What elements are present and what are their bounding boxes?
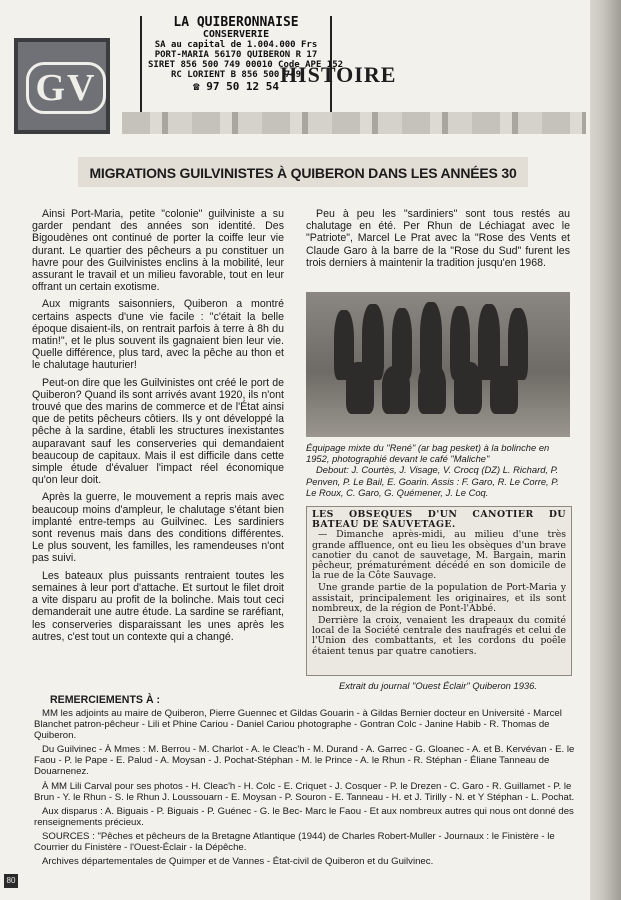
- paragraph: Ainsi Port-Maria, petite "colonie" guilviniste a su garder pendant des années son identité. Des Bigoudènes ont continué de porter la coiffe leur vie durant. Le quartier des pêcheurs a pu constituer un havre pour des Guilvinistes enclins à la mobilité, leur assurant le travail et un milieu favorable, tout en leur offrant un certain exotisme.: [32, 208, 284, 294]
- thanks-paragraph: Archives départementales de Quimper et de Vannes - État-civil de Quiberon et du Guilvinec.: [42, 856, 434, 868]
- photo-caption: [306, 442, 570, 498]
- thanks-section: [34, 708, 584, 870]
- stamp-line: ☎ 97 50 12 54: [192, 80, 280, 93]
- paragraph: Peu à peu les "sardiniers" sont tous restés au chalutage en été. Per Rhun de Léchiagat avec le "Patriote", Marcel Le Prat avec la "Rose des Vents et Claude Garo à la barre de la "Rose du Sud" furent les trois derniers à maintenir la tradition jusqu'en 1968.: [306, 208, 570, 269]
- paragraph: Après la guerre, le mouvement a repris mais avec beaucoup moins d'ampleur, le chalutage s'étant bien implanté entre-temps au Guilvinec. Les sardiniers sont revenus mais dans des conditions différentes. Le plus souvent, les familles, les ramendeuses n'ont pas suivi.: [32, 491, 284, 565]
- crew-photo: [306, 292, 570, 437]
- page-number: 80: [4, 874, 18, 888]
- newspaper-clipping: [306, 506, 572, 676]
- photo-caption-names: Debout: J. Courtès, J. Visage, V. Crocq (DZ) L. Richard, P. Penven, P. Le Bail, E. Goarin. Assis : F. Garo, R. Le Corre, P. Le Roux, C. Garo, G. Quémener, J. Le Coq.: [306, 464, 559, 498]
- right-column: [306, 208, 570, 274]
- header-photo-strip: [122, 112, 586, 134]
- clipping-caption: Extrait du journal "Ouest Éclair" Quiberon 1936.: [339, 680, 537, 691]
- thanks-paragraph: MM les adjoints au maire de Quiberon, Pierre Guennec et Gildas Gouarin - à Gildas Bernier docteur en Université - Marcel Blanchet patron-pêcheur - Lili et Phine Cariou - Daniel Cariou photographe - Gontran Colc - Janine Habib - R. Thomas de Quiberon.: [34, 708, 562, 742]
- stamp-line: PORT-MARIA 56170 QUIBERON R 17: [154, 50, 318, 60]
- stamp-line: RC LORIENT B 856 500 749: [170, 70, 302, 80]
- paragraph: Peut-on dire que les Guilvinistes ont créé le port de Quiberon? Quand ils sont arrivés avant 1920, ils n'ont trouvé que des marins de commerce et de l'État ainsi que de petits pêcheurs côtiers. Ils y ont développé la pêche à la sardine, établi les structures inexistantes auparavant sauf les conserveries qui demandaient beaucoup de capitaux. Mais il est difficile dans cette simple étude d'évaluer l'impact réel économique qu'on leur doit.: [32, 376, 284, 487]
- stamp-line: SA au capital de 1.004.000 Frs: [154, 40, 318, 50]
- stamp-line: SIRET 856 500 749 00010 Code APE 152: [148, 60, 344, 70]
- thanks-heading: REMERCIEMENTS À :: [50, 694, 161, 706]
- paragraph: Les bateaux plus puissants rentraient toutes les semaines à leur port d'attache. Et surtout le filet droit a vite disparu au profit de la bolinche. Mais tout ceci demanderait une autre étude. La sardine se raréfiant, les conserveries disparaissant les unes après les autres, c'est tout un contexte qui a changé.: [32, 569, 284, 643]
- left-column: [32, 208, 284, 648]
- section-label: HISTOIRE: [280, 62, 397, 87]
- thanks-paragraph: SOURCES : "Pêches et pêcheurs de la Bretagne Atlantique (1944) de Charles Robert-Muller - Journaux : le Finistère - le Courrier du Finistère - l'Ouest-Éclair - la Dépêche.: [34, 830, 555, 854]
- thanks-paragraph: À MM Lili Carval pour ses photos - H. Cleac'h - H. Colc - E. Criquet - J. Cosquer - P. le Drezen - C. Garo - R. Guillamet - P. le Brun - Y. le Rhun - S. le Rhun J. Loussouarn - E. Moysan - P. Souron - E. Tanneau - H. et J. Tirilly - N. et Y Stéphan - L. Pochat.: [34, 780, 575, 803]
- book-binding: [590, 0, 621, 900]
- clipping-paragraph: — Dimanche après-midi, au milieu d'une très grande affluence, ont eu lieu les obsèques d'un brave canotier du canot de sauvetage, M. Bargain, marin pêcheur, prématurément décédé en son domicile de la rue de la Côte Sauvage.: [312, 529, 566, 582]
- clipping-heading: LES OBSEQUES D'UN CANOTIER DU BATEAU DE SAUVETAGE.: [312, 509, 566, 531]
- photo-caption-title: Équipage mixte du "René" (ar bag pesket) à la bolinche en 1952, photographié devant le café "Maliche": [306, 442, 550, 465]
- gv-logo-text: GV: [26, 62, 106, 114]
- thanks-paragraph: Aux disparus : A. Biguais - P. Biguais - P. Guénec - G. le Bec- Marc le Faou - Et aux nombreux autres qui nous ont donné des renseignements précieux.: [34, 805, 574, 828]
- stamp-line: CONSERVERIE: [202, 29, 270, 40]
- gv-logo: [14, 38, 110, 134]
- paragraph: Aux migrants saisonniers, Quiberon a montré certains aspects d'une vie facile : "c'était la belle époque disaient-ils, on rentrait parfois à terre à 8h du matin!", et le plus souvent ils gagnaient bien leur vie. Quelle différence, plus tard, avec la pêche au thon et le chalutage hauturier!: [32, 298, 284, 372]
- clipping-paragraph: Derrière la croix, venaient les drapeaux du comité local de la Société centrale des naufragés et celui de l'Union des combattants, et les cordons du poêle étaient tenus par quatre canotiers.: [312, 615, 566, 657]
- clipping-paragraph: Une grande partie de la population de Port-Maria y assistait, principalement les originaires, et ils sont nombreux, de la région de Pont-l'Abbé.: [312, 582, 566, 614]
- article-title: MIGRATIONS GUILVINISTES À QUIBERON DANS LES ANNÉES 30: [89, 165, 517, 181]
- stamp-line: LA QUIBERONNAISE: [173, 15, 299, 30]
- thanks-paragraph: Du Guilvinec - À Mmes : M. Berrou - M. Charlot - A. le Cleac'h - M. Durand - A. Garrec - G. Gloanec - A. et B. Kervévan - E. le Faou - P. le Pape - E. Palud - A. Moysan - J. Pochat-Stéphan - M. le Prince - A. le Rhun - R. Stéphan - Éliane Tanneau de Douarnenez.: [34, 744, 575, 778]
